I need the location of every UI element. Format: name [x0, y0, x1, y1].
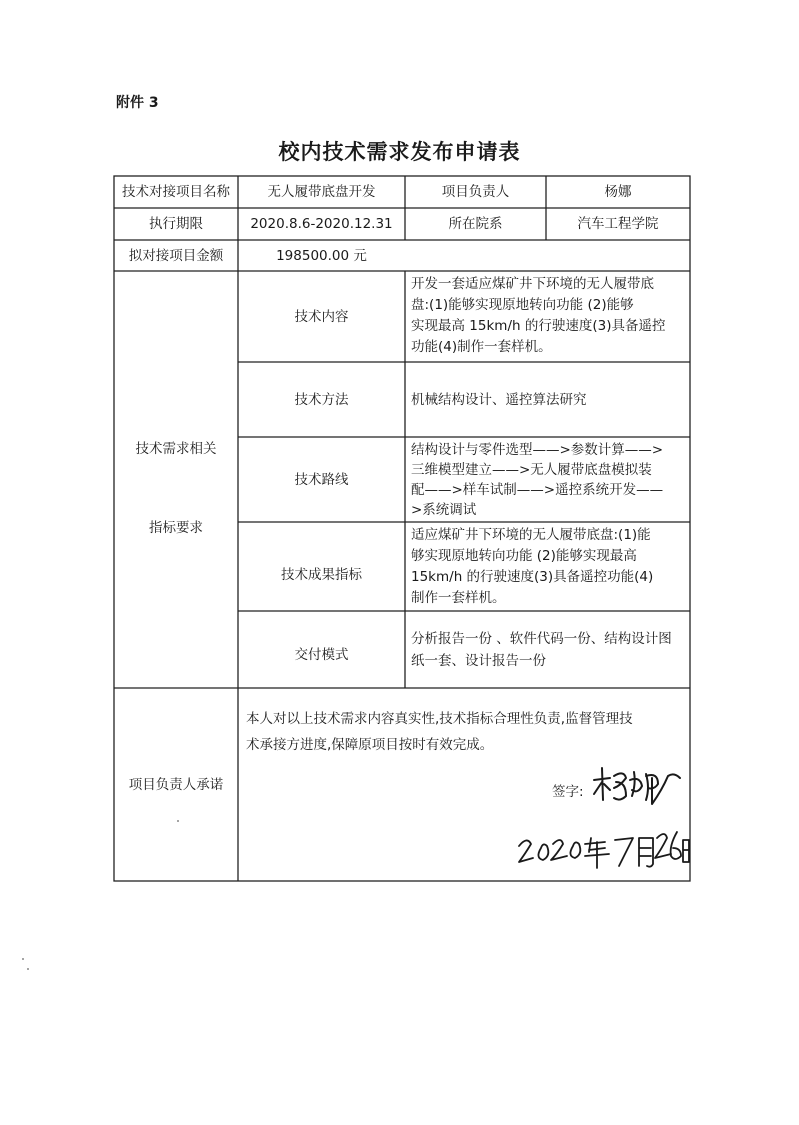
delivery-text [405, 628, 690, 672]
amount-value: 198500.00 元 [276, 247, 367, 264]
tech-content-label: 技术内容 [294, 308, 349, 325]
requirements-label-2: 指标要求 [149, 520, 203, 536]
requirements-label-1: 技术需求相关 [135, 441, 217, 457]
tech-method-text [405, 390, 690, 410]
tech-content-line: 实现最高 15km/h 的行驶速度(3)具备遥控 [411, 318, 666, 334]
tech-content-line: 功能(4)制作一套样机。 [411, 339, 552, 355]
dept-value: 汽车工程学院 [577, 216, 659, 232]
tech-result-line: 适应煤矿井下环境的无人履带底盘:(1)能 [411, 527, 651, 543]
tech-content-text [405, 274, 690, 358]
commitment-line: 术承接方进度,保障原项目按时有效完成。 [246, 737, 494, 753]
period-value: 2020.8.6-2020.12.31 [250, 216, 393, 232]
scan-speck [22, 958, 24, 960]
tech-result-text [405, 525, 690, 609]
commitment-label: 项目负责人承诺 [128, 776, 224, 793]
leader-value: 杨娜 [604, 184, 632, 200]
scan-speck [27, 968, 29, 970]
tech-content-line: 盘:(1)能够实现原地转向功能 (2)能够 [411, 297, 634, 313]
commitment-line: 本人对以上技术需求内容真实性,技术指标合理性负责,监督管理技 [246, 711, 633, 727]
tech-result-label: 技术成果指标 [281, 566, 362, 583]
delivery-label: 交付模式 [294, 646, 349, 663]
project-name-value: 无人履带底盘开发 [267, 184, 376, 200]
leader-label: 项目负责人 [441, 184, 510, 200]
amount-label: 拟对接项目金额 [128, 247, 224, 264]
tech-result-line: 15km/h 的行驶速度(3)具备遥控功能(4) [411, 569, 654, 585]
scan-speck [177, 820, 179, 822]
delivery-line: 纸一套、设计报告一份 [411, 653, 546, 669]
signature-label: 签字: [552, 784, 584, 800]
tech-route-label: 技术路线 [294, 471, 349, 488]
attachment-label: 附件 3 [116, 95, 159, 111]
tech-route-line: 结构设计与零件选型——>参数计算——> [411, 442, 664, 458]
tech-method-label: 技术方法 [294, 391, 349, 408]
project-name-label: 技术对接项目名称 [122, 184, 230, 200]
commitment-text [246, 706, 686, 758]
tech-route-line: >系统调试 [411, 502, 477, 518]
tech-route-line: 三维模型建立——>无人履带底盘模拟装 [411, 462, 652, 478]
tech-method-line: 机械结构设计、遥控算法研究 [411, 392, 587, 408]
handwritten-signature [590, 760, 690, 810]
tech-route-text [405, 440, 690, 520]
tech-result-line: 制作一套样机。 [411, 590, 506, 606]
delivery-line: 分析报告一份 、软件代码一份、结构设计图 [411, 631, 672, 647]
tech-content-line: 开发一套适应煤矿井下环境的无人履带底 [411, 276, 654, 292]
period-label: 执行期限 [149, 216, 203, 232]
dept-label: 所在院系 [448, 216, 503, 232]
form-title: 校内技术需求发布申请表 [278, 140, 521, 164]
tech-result-line: 够实现原地转向功能 (2)能够实现最高 [411, 548, 637, 564]
handwritten-date [515, 826, 690, 874]
tech-route-line: 配——>样车试制——>遥控系统开发—— [411, 482, 664, 498]
